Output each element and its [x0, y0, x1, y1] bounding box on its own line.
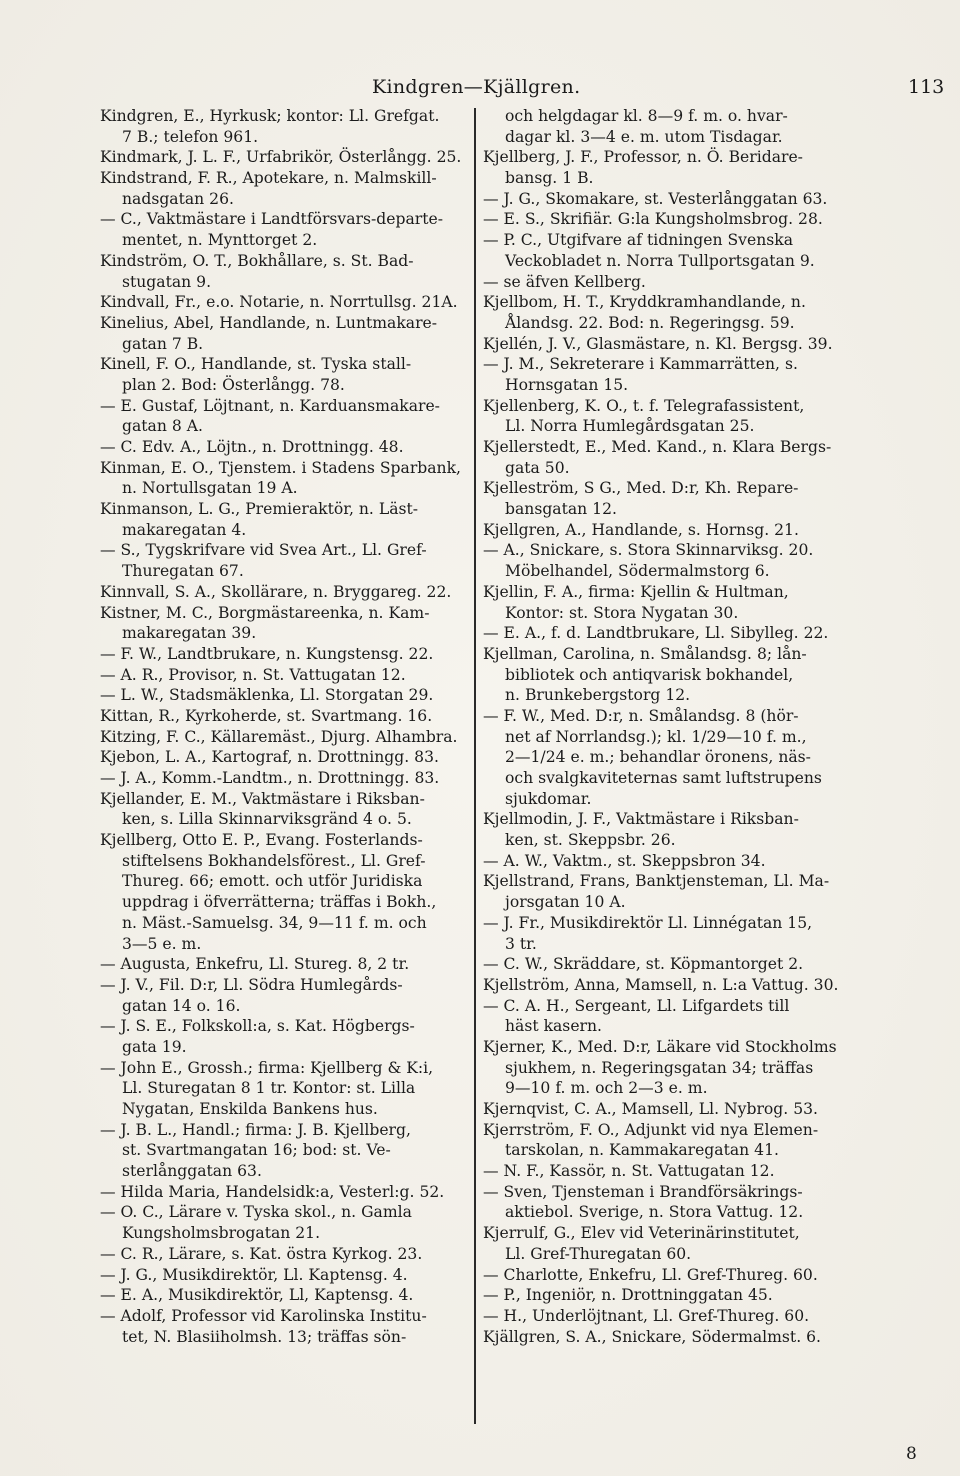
directory-line: bibliotek och antiqvarisk bokhandel, [505, 665, 794, 684]
directory-line: Ll. Gref-Thuregatan 60. [505, 1244, 692, 1263]
directory-line: — C. R., Lärare, s. Kat. östra Kyrkog. 23. [100, 1244, 423, 1263]
directory-line: Thureg. 66; emott. och utför Juridiska [122, 872, 423, 891]
directory-line: — J. G., Skomakare, st. Vesterlånggatan 63. [483, 189, 828, 208]
directory-line: Kjellman, Carolina, n. Smålandsg. 8; lån- [483, 644, 807, 663]
directory-line: — F. W., Med. D:r, n. Smålandsg. 8 (hör- [483, 706, 799, 725]
right-column [483, 106, 923, 1347]
directory-line: Kjerrulf, G., Elev vid Veterinärinstitutet, [483, 1224, 800, 1243]
directory-line: — E. A., f. d. Landtbrukare, Ll. Sibylleg. 22. [483, 624, 829, 643]
directory-line: Kjellén, J. V., Glasmästare, n. Kl. Bergsg. 39. [483, 334, 833, 353]
directory-line: Kistner, M. C., Borgmästareenka, n. Kam- [100, 603, 430, 622]
directory-line: nadsgatan 26. [122, 189, 234, 208]
column-divider [474, 108, 476, 1424]
directory-line: sjukhem, n. Regeringsgatan 34; träffas [505, 1058, 814, 1077]
directory-line: — C. W., Skräddare, st. Köpmantorget 2. [483, 955, 804, 974]
directory-line: n. Nortullsgatan 19 A. [122, 479, 298, 498]
directory-line: — P., Ingeniör, n. Drottninggatan 45. [483, 1286, 773, 1305]
directory-line: Kungsholmsbrogatan 21. [122, 1224, 321, 1243]
directory-line: — N. F., Kassör, n. St. Vattugatan 12. [483, 1162, 775, 1181]
directory-line: 7 B.; telefon 961. [122, 127, 259, 146]
directory-line: — H., Underlöjtnant, Ll. Gref-Thureg. 60. [483, 1306, 810, 1325]
signature-mark: 8 [906, 1444, 917, 1464]
directory-line: gatan 7 B. [122, 334, 204, 353]
directory-line: — C., Vaktmästare i Landtförsvars-departe- [100, 210, 443, 229]
directory-line: 3—5 e. m. [122, 934, 202, 953]
directory-line: — A., Snickare, s. Stora Skinnarviksg. 20. [483, 541, 814, 560]
directory-line: Kjellander, E. M., Vaktmästare i Riksban- [100, 789, 425, 808]
directory-line: Thuregatan 67. [122, 562, 244, 581]
directory-line: — J. S. E., Folkskoll:a, s. Kat. Högbergs- [100, 1017, 415, 1036]
directory-line: Kjerner, K., Med. D:r, Läkare vid Stockholms [483, 1037, 837, 1056]
directory-line: — John E., Grossh.; firma: Kjellberg & K:i, [100, 1058, 434, 1077]
running-title: Kindgren—Kjällgren. [372, 76, 581, 98]
directory-line: Ålandsg. 22. Bod: n. Regeringsg. 59. [505, 313, 795, 332]
directory-line: 9—10 f. m. och 2—3 e. m. [505, 1079, 708, 1098]
directory-line: Kinelius, Abel, Handlande, n. Luntmakare- [100, 313, 438, 332]
directory-line: Ll. Norra Humlegårdsgatan 25. [505, 417, 755, 436]
directory-line: — J. G., Musikdirektör, Ll. Kaptensg. 4. [100, 1265, 408, 1284]
directory-line: Kjellin, F. A., firma: Kjellin & Hultman, [483, 582, 789, 601]
directory-line: Kjellenberg, K. O., t. f. Telegrafassistent, [483, 396, 805, 415]
directory-line: gatan 8 A. [122, 417, 203, 436]
directory-line: Kinnvall, S. A., Skollärare, n. Bryggareg. 22. [100, 582, 452, 601]
directory-line: gata 50. [505, 458, 570, 477]
directory-line: tet, N. Blasiiholmsh. 13; träffas sön- [122, 1327, 407, 1346]
directory-line: sterlånggatan 63. [122, 1162, 262, 1181]
directory-line: mentet, n. Mynttorget 2. [122, 231, 318, 250]
directory-line: Kindström, O. T., Bokhållare, s. St. Bad- [100, 251, 414, 270]
directory-line: Kjellbom, H. T., Kryddkramhandlande, n. [483, 293, 806, 312]
directory-line: bansgatan 12. [505, 500, 617, 519]
directory-line: 2—1/24 e. m.; behandlar öronens, näs- [505, 748, 811, 767]
directory-line: Kjellmodin, J. F., Vaktmästare i Riksban- [483, 810, 799, 829]
directory-line: Nygatan, Enskilda Bankens hus. [122, 1100, 378, 1118]
page-number: 113 [908, 76, 945, 98]
directory-line: — Augusta, Enkefru, Ll. Stureg. 8, 2 tr. [100, 955, 410, 974]
directory-line: aktiebol. Sverige, n. Stora Vattug. 12. [505, 1203, 804, 1222]
directory-line: — L. W., Stadsmäklenka, Ll. Storgatan 29. [100, 686, 434, 705]
directory-line: gatan 14 o. 16. [122, 996, 241, 1015]
directory-line: 3 tr. [505, 934, 537, 953]
directory-line: makaregatan 4. [122, 520, 247, 539]
directory-line: — E. A., Musikdirektör, Ll, Kaptensg. 4. [100, 1286, 414, 1305]
directory-line: Kindgren, E., Hyrkusk; kontor: Ll. Grefgat. [100, 107, 440, 125]
directory-line: Kjellstrand, Frans, Banktjensteman, Ll. Ma- [483, 872, 830, 891]
directory-line: Kjällgren, S. A., Snickare, Södermalmst. 6. [483, 1327, 821, 1346]
directory-line: — J. A., Komm.-Landtm., n. Drottningg. 83. [100, 769, 440, 787]
directory-line: — J. Fr., Musikdirektör Ll. Linnégatan 15, [483, 913, 813, 932]
directory-line: och helgdagar kl. 8—9 f. m. o. hvar- [505, 107, 788, 125]
directory-line: — Adolf, Professor vid Karolinska Institu- [100, 1306, 427, 1325]
running-head [0, 76, 960, 100]
directory-line: Kitzing, F. C., Källaremäst., Djurg. Alhambra. [100, 727, 458, 746]
directory-line: — F. W., Landtbrukare, n. Kungstensg. 22. [100, 644, 434, 663]
directory-line: Kindstrand, F. R., Apotekare, n. Malmskill- [100, 169, 437, 188]
directory-line: n. Mäst.-Samuelsg. 34, 9—11 f. m. och [122, 913, 427, 932]
directory-line: sjukdomar. [505, 789, 592, 808]
directory-line: — O. C., Lärare v. Tyska skol., n. Gamla [100, 1203, 412, 1222]
directory-line: — J. V., Fil. D:r, Ll. Södra Humlegårds- [100, 975, 403, 994]
directory-line: — A. W., Vaktm., st. Skeppsbron 34. [483, 851, 766, 870]
directory-line: Kjellberg, J. F., Professor, n. Ö. Beridare- [483, 148, 803, 167]
directory-line: — P. C., Utgifvare af tidningen Svenska [483, 231, 793, 250]
directory-line: Kjelleström, S G., Med. D:r, Kh. Repare- [483, 479, 799, 498]
directory-line: Hornsgatan 15. [505, 375, 629, 394]
directory-line: ken, s. Lilla Skinnarviksgränd 4 o. 5. [122, 810, 412, 829]
directory-line: Ll. Sturegatan 8 1 tr. Kontor: st. Lilla [122, 1079, 416, 1098]
directory-line: — C. Edv. A., Löjtn., n. Drottningg. 48. [100, 438, 404, 456]
directory-line: Kjellberg, Otto E. P., Evang. Fosterlands- [100, 831, 423, 850]
directory-line: — S., Tygskrifvare vid Svea Art., Ll. Gref- [100, 541, 427, 560]
directory-line: Kontor: st. Stora Nygatan 30. [505, 603, 739, 622]
directory-line: net af Norrlandsg.); kl. 1/29—10 f. m., [505, 727, 807, 746]
directory-line: plan 2. Bod: Österlångg. 78. [122, 375, 345, 394]
directory-line: — Charlotte, Enkefru, Ll. Gref-Thureg. 60. [483, 1265, 818, 1284]
directory-line: Kjebon, L. A., Kartograf, n. Drottningg. 83. [100, 748, 439, 767]
directory-line: — J. B. L., Handl.; firma: J. B. Kjellberg, [100, 1120, 411, 1139]
directory-line: — A. R., Provisor, n. St. Vattugatan 12. [100, 665, 406, 684]
directory-line: — C. A. H., Sergeant, Ll. Lifgardets till [483, 996, 790, 1015]
directory-line: Veckobladet n. Norra Tullportsgatan 9. [505, 251, 815, 270]
directory-line: häst kasern. [505, 1017, 602, 1036]
directory-line: ken, st. Skeppsbr. 26. [505, 831, 676, 850]
directory-line: bansg. 1 B. [505, 169, 594, 188]
directory-line: Kjerrström, F. O., Adjunkt vid nya Elemen- [483, 1120, 819, 1139]
directory-line: Kjellström, Anna, Mamsell, n. L:a Vattug. 30. [483, 975, 839, 994]
directory-line: — J. M., Sekreterare i Kammarrätten, s. [483, 355, 798, 374]
directory-line: stugatan 9. [122, 272, 212, 291]
directory-line: Möbelhandel, Södermalmstorg 6. [505, 562, 770, 581]
directory-line: Kinell, F. O., Handlande, st. Tyska stall- [100, 355, 412, 374]
directory-line: — Hilda Maria, Handelsidk:a, Vesterl:g. 52. [100, 1182, 445, 1201]
directory-line: Kindmark, J. L. F., Urfabrikör, Österlångg. 25. [100, 148, 462, 167]
directory-line: jorsgatan 10 A. [505, 893, 626, 912]
directory-line: — E. S., Skrifiär. G:la Kungsholmsbrog. 28. [483, 210, 823, 229]
directory-line: Kinmanson, L. G., Premieraktör, n. Läst- [100, 500, 419, 519]
directory-line: Kjellerstedt, E., Med. Kand., n. Klara Bergs- [483, 438, 832, 456]
left-column [100, 106, 470, 1347]
directory-line: gata 19. [122, 1037, 187, 1056]
directory-line: st. Svartmangatan 16; bod: st. Ve- [122, 1141, 391, 1160]
directory-line: Kindvall, Fr., e.o. Notarie, n. Norrtullsg. 21A. [100, 293, 458, 312]
directory-line: Kjellgren, A., Handlande, s. Hornsg. 21. [483, 520, 799, 539]
directory-line: stiftelsens Bokhandelsförest., Ll. Gref- [122, 851, 426, 870]
directory-line: Kjernqvist, C. A., Mamsell, Ll. Nybrog. 53. [483, 1100, 818, 1118]
directory-line: — Sven, Tjensteman i Brandförsäkrings- [483, 1182, 803, 1201]
directory-line: makaregatan 39. [122, 624, 257, 643]
directory-line: dagar kl. 3—4 e. m. utom Tisdagar. [505, 127, 783, 146]
directory-line: — E. Gustaf, Löjtnant, n. Karduansmakare- [100, 396, 440, 415]
directory-line: tarskolan, n. Kammakaregatan 41. [505, 1141, 779, 1160]
directory-line: Kinman, E. O., Tjenstem. i Stadens Sparbank, [100, 458, 462, 477]
directory-line: och svalgkaviteternas samt luftstrupens [505, 769, 822, 787]
directory-line: n. Brunkebergstorg 12. [505, 686, 691, 705]
directory-line: Kittan, R., Kyrkoherde, st. Svartmang. 16. [100, 706, 433, 725]
directory-line: — se äfven Kellberg. [483, 272, 646, 291]
directory-line: uppdrag i öfverrätterna; träffas i Bokh., [122, 893, 437, 912]
